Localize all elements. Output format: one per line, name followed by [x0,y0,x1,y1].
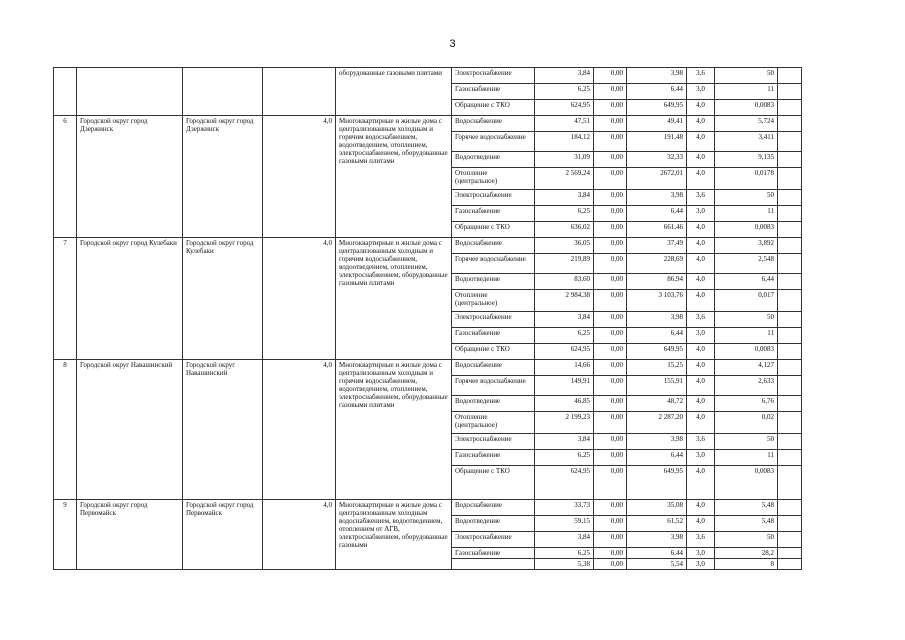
tariff-new-value: 86,94 [627,274,687,290]
blank-column [778,84,802,100]
tariff-new-value: 49,41 [627,116,687,132]
tariff-new-value: 3,98 [627,312,687,328]
row-number [54,68,77,116]
tariff-new-value: 3 103,76 [627,290,687,312]
growth-percent: 4,0 [687,152,715,168]
service-name: Газоснабжение [452,206,535,222]
service-name: Обращение с ТКО [452,466,535,500]
blank-column [778,466,802,500]
value-2: 0,00 [594,100,627,116]
index-percent [263,68,336,116]
value-2: 0,00 [594,376,627,396]
value-2: 0,00 [594,312,627,328]
blank-column [778,238,802,254]
housing-description: оборудованные газовыми плитами [336,68,452,116]
tariff-new-value: 228,69 [627,254,687,274]
tariff-new-value: 6,44 [627,328,687,344]
growth-percent: 4,0 [687,116,715,132]
tariff-value: 47,51 [535,116,594,132]
blank-column [778,274,802,290]
value-2: 0,00 [594,68,627,84]
tariff-value: 33,73 [535,500,594,516]
growth-percent: 3,0 [687,206,715,222]
service-name: Водоснабжение [452,238,535,254]
norm-value: 11 [715,328,778,344]
service-name: Водоснабжение [452,500,535,516]
table-row [54,68,802,84]
municipality-name: Городской округ город Первомайск [77,500,183,570]
value-2: 0,00 [594,532,627,548]
municipality-name: Городской округ город Дзержинск [77,116,183,238]
municipality-name: Городской округ Навашинский [77,360,183,500]
tariff-new-value: 2672,01 [627,168,687,190]
norm-value: 4,127 [715,360,778,376]
value-2: 0,00 [594,516,627,532]
tariff-value: 6,25 [535,206,594,222]
blank-column [778,68,802,84]
service-name: Газоснабжение [452,548,535,559]
norm-value: 5,48 [715,516,778,532]
row-number: 6 [54,116,77,238]
service-name: Обращение с ТКО [452,100,535,116]
blank-column [778,222,802,238]
growth-percent: 3,6 [687,312,715,328]
tariff-value: 3,84 [535,190,594,206]
service-name: Обращение с ТКО [452,222,535,238]
blank-column [778,434,802,450]
tariff-value: 2 984,38 [535,290,594,312]
service-name [452,559,535,570]
tariff-value: 6,25 [535,84,594,100]
value-2: 0,00 [594,328,627,344]
service-name: Водоотведение [452,396,535,412]
blank-column [778,548,802,559]
tariff-new-value: 6,44 [627,450,687,466]
tariff-new-value: 48,72 [627,396,687,412]
blank-column [778,450,802,466]
value-2: 0,00 [594,450,627,466]
tariff-value: 14,66 [535,360,594,376]
tariff-new-value: 61,52 [627,516,687,532]
growth-percent: 4,0 [687,360,715,376]
service-name: Газоснабжение [452,84,535,100]
tariff-value: 2 569,24 [535,168,594,190]
index-percent: 4,0 [263,500,336,570]
growth-percent: 4,0 [687,222,715,238]
service-name: Отопление (центральное) [452,168,535,190]
growth-percent: 4,0 [687,254,715,274]
tariff-value: 59,15 [535,516,594,532]
tariff-value: 6,25 [535,328,594,344]
value-2: 0,00 [594,290,627,312]
blank-column [778,100,802,116]
table-row [54,360,802,376]
growth-percent: 4,0 [687,516,715,532]
housing-description: Многоквартирные и жилые дома с централизованным холодным и горячим водоснабжением, водоотведением, отоплением, электроснабжением, оборудованные газовыми плитами [336,360,452,500]
index-percent: 4,0 [263,238,336,360]
norm-value: 50 [715,68,778,84]
tariff-value: 624,95 [535,100,594,116]
tariff-value: 5,38 [535,559,594,570]
service-name: Газоснабжение [452,328,535,344]
norm-value: 28,2 [715,548,778,559]
value-2: 0,00 [594,559,627,570]
value-2: 0,00 [594,168,627,190]
settlement-name: Городской округ город Дзержинск [183,116,263,238]
growth-percent: 4,0 [687,290,715,312]
value-2: 0,00 [594,132,627,152]
growth-percent: 4,0 [687,238,715,254]
service-name: Водоотведение [452,274,535,290]
service-name: Водоотведение [452,516,535,532]
norm-value: 50 [715,190,778,206]
service-name: Горячее водоснабжение [452,376,535,396]
tariff-new-value: 5,54 [627,559,687,570]
value-2: 0,00 [594,274,627,290]
norm-value: 0,0083 [715,100,778,116]
norm-value: 11 [715,84,778,100]
tariff-value: 83,60 [535,274,594,290]
norm-value: 0,0083 [715,344,778,360]
blank-column [778,559,802,570]
norm-value: 5,48 [715,500,778,516]
tariff-new-value: 32,33 [627,152,687,168]
blank-column [778,376,802,396]
growth-percent: 4,0 [687,100,715,116]
tariff-new-value: 661,46 [627,222,687,238]
housing-description: Многоквартирные и жилые дома с централизованным холодным водоснабжением, водоотведением, отоплением от АГВ, электроснабжением, оборудованные газовыми [336,500,452,570]
blank-column [778,516,802,532]
norm-value: 11 [715,450,778,466]
municipality-name: Городской округ город Кулебаки [77,238,183,360]
norm-value: 0,0178 [715,168,778,190]
tariff-value: 3,84 [535,312,594,328]
growth-percent: 3,0 [687,84,715,100]
norm-value: 11 [715,206,778,222]
tariff-new-value: 649,95 [627,466,687,500]
blank-column [778,344,802,360]
growth-percent: 3,6 [687,68,715,84]
row-number: 8 [54,360,77,500]
tariff-value: 184,12 [535,132,594,152]
norm-value: 50 [715,312,778,328]
blank-column [778,412,802,434]
value-2: 0,00 [594,360,627,376]
blank-column [778,190,802,206]
norm-value: 0,017 [715,290,778,312]
municipality-name [77,68,183,116]
value-2: 0,00 [594,500,627,516]
tariff-new-value: 3,98 [627,532,687,548]
tariff-new-value: 37,49 [627,238,687,254]
blank-column [778,132,802,152]
growth-percent: 4,0 [687,396,715,412]
service-name: Газоснабжение [452,450,535,466]
growth-percent: 3,6 [687,434,715,450]
value-2: 0,00 [594,344,627,360]
service-name: Отопление (центральное) [452,290,535,312]
service-name: Горячее водоснабжение [452,254,535,274]
row-number: 9 [54,500,77,570]
growth-percent: 4,0 [687,412,715,434]
tariff-value: 624,95 [535,466,594,500]
value-2: 0,00 [594,190,627,206]
value-2: 0,00 [594,434,627,450]
tariff-value: 46,85 [535,396,594,412]
value-2: 0,00 [594,116,627,132]
value-2: 0,00 [594,84,627,100]
tariff-new-value: 3,98 [627,190,687,206]
table-row [54,238,802,254]
blank-column [778,532,802,548]
tariff-table [53,67,802,570]
service-name: Электроснабжение [452,434,535,450]
value-2: 0,00 [594,548,627,559]
blank-column [778,328,802,344]
tariff-new-value: 191,48 [627,132,687,152]
growth-percent: 3,6 [687,190,715,206]
value-2: 0,00 [594,206,627,222]
value-2: 0,00 [594,254,627,274]
value-2: 0,00 [594,466,627,500]
tariff-value: 219,89 [535,254,594,274]
service-name: Водоснабжение [452,360,535,376]
service-name: Горячее водоснабжение [452,132,535,152]
tariff-new-value: 2 287,20 [627,412,687,434]
tariff-new-value: 6,44 [627,548,687,559]
growth-percent: 3,0 [687,450,715,466]
blank-column [778,312,802,328]
service-name: Электроснабжение [452,312,535,328]
tariff-value: 36,05 [535,238,594,254]
tariff-value: 3,84 [535,434,594,450]
tariff-new-value: 649,95 [627,100,687,116]
blank-column [778,254,802,274]
service-name: Обращение с ТКО [452,344,535,360]
settlement-name [183,68,263,116]
norm-value: 6,76 [715,396,778,412]
norm-value: 2,633 [715,376,778,396]
tariff-value: 149,91 [535,376,594,396]
blank-column [778,116,802,132]
tariff-new-value: 155,91 [627,376,687,396]
tariff-new-value: 15,25 [627,360,687,376]
service-name: Электроснабжение [452,190,535,206]
growth-percent: 4,0 [687,466,715,500]
growth-percent: 4,0 [687,274,715,290]
housing-description: Многоквартирные и жилые дома с централизованным холодным и горячим водоснабжением, водоотведением, отоплением, электроснабжением, оборудованные газовыми плитами [336,238,452,360]
norm-value: 9,135 [715,152,778,168]
blank-column [778,168,802,190]
settlement-name: Городской округ город Кулебаки [183,238,263,360]
housing-description: Многоквартирные и жилые дома с централизованным холодным и горячим водоснабжением, водоотведением, отоплением, электроснабжением, оборудованные газовыми плитами [336,116,452,238]
norm-value: 0,02 [715,412,778,434]
page-number: 3 [449,38,456,50]
growth-percent: 3,0 [687,548,715,559]
table-row [54,500,802,516]
service-name: Электроснабжение [452,68,535,84]
growth-percent: 3,0 [687,559,715,570]
norm-value: 50 [715,532,778,548]
tariff-value: 636,02 [535,222,594,238]
growth-percent: 3,6 [687,532,715,548]
norm-value: 3,892 [715,238,778,254]
growth-percent: 4,0 [687,500,715,516]
table-row [54,116,802,132]
blank-column [778,500,802,516]
growth-percent: 4,0 [687,168,715,190]
norm-value: 3,411 [715,132,778,152]
tariff-new-value: 649,95 [627,344,687,360]
value-2: 0,00 [594,238,627,254]
tariff-value: 6,25 [535,548,594,559]
tariff-value: 2 199,23 [535,412,594,434]
tariff-new-value: 3,98 [627,68,687,84]
tariff-value: 3,84 [535,68,594,84]
norm-value: 50 [715,434,778,450]
blank-column [778,206,802,222]
norm-value: 5,724 [715,116,778,132]
index-percent: 4,0 [263,116,336,238]
tariff-new-value: 3,98 [627,434,687,450]
index-percent: 4,0 [263,360,336,500]
value-2: 0,00 [594,152,627,168]
blank-column [778,396,802,412]
growth-percent: 4,0 [687,132,715,152]
norm-value: 0,0083 [715,466,778,500]
settlement-name: Городской округ Навашинский [183,360,263,500]
norm-value: 8 [715,559,778,570]
tariff-value: 6,25 [535,450,594,466]
settlement-name: Городской округ город Первомайск [183,500,263,570]
norm-value: 0,0083 [715,222,778,238]
value-2: 0,00 [594,412,627,434]
growth-percent: 4,0 [687,376,715,396]
growth-percent: 3,0 [687,328,715,344]
norm-value: 2,548 [715,254,778,274]
growth-percent: 4,0 [687,344,715,360]
service-name: Водоотведение [452,152,535,168]
tariff-value: 31,09 [535,152,594,168]
service-name: Водоснабжение [452,116,535,132]
service-name: Электроснабжение [452,532,535,548]
row-number: 7 [54,238,77,360]
tariff-value: 3,84 [535,532,594,548]
blank-column [778,290,802,312]
tariff-new-value: 35,08 [627,500,687,516]
blank-column [778,152,802,168]
tariff-new-value: 6,44 [627,206,687,222]
norm-value: 6,44 [715,274,778,290]
value-2: 0,00 [594,396,627,412]
service-name: Отопление (центральное) [452,412,535,434]
tariff-value: 624,95 [535,344,594,360]
blank-column [778,360,802,376]
tariff-new-value: 6,44 [627,84,687,100]
value-2: 0,00 [594,222,627,238]
